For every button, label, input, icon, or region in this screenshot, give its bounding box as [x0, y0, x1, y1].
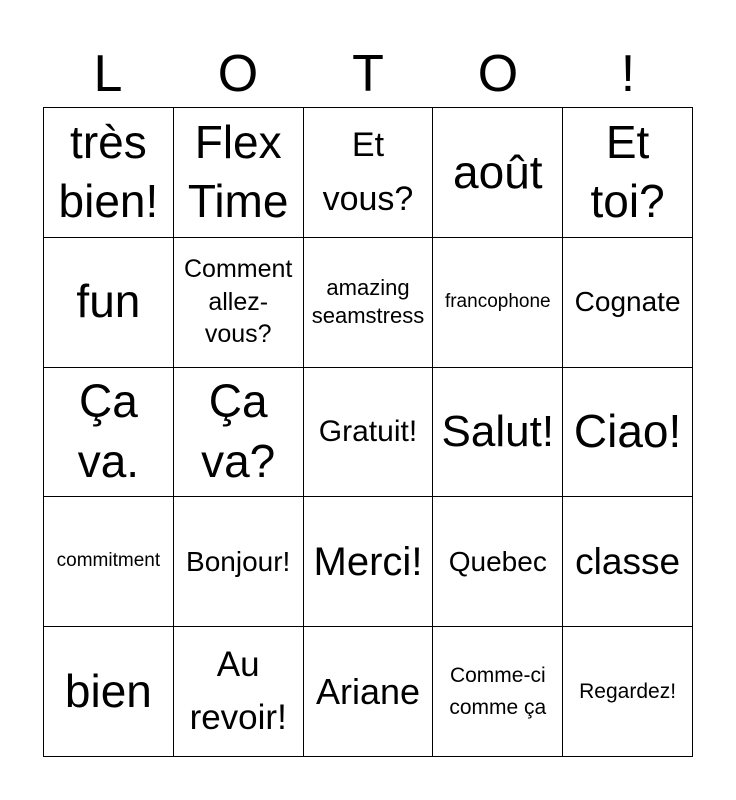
cell-label: Flex Time [187, 115, 289, 228]
bingo-cell [433, 368, 563, 498]
cell-label: classe [575, 540, 681, 582]
cell-label: Cognate [574, 286, 681, 318]
bingo-board [43, 107, 693, 757]
bingo-cell [563, 108, 693, 238]
title-letter-t: T [352, 45, 384, 103]
bingo-cell [563, 497, 693, 627]
cell-label: amazing seamstress [311, 274, 425, 329]
bingo-cell [44, 627, 174, 757]
cell-label: Merci! [313, 539, 423, 584]
bingo-cell [174, 368, 304, 498]
bingo-cell [44, 368, 174, 498]
bingo-cell [563, 368, 693, 498]
bingo-cell [44, 238, 174, 368]
bingo-cell [304, 238, 434, 368]
cell-label: très bien! [58, 115, 159, 228]
bingo-cell [433, 108, 563, 238]
cell-label: Regardez! [579, 679, 677, 703]
cell-label: Ciao! [573, 405, 682, 458]
cell-label: commitment [56, 550, 161, 572]
bingo-cell [433, 238, 563, 368]
cell-label: fun [76, 275, 141, 328]
cell-label: Ça va? [201, 375, 276, 487]
cell-label: francophone [444, 290, 551, 312]
cell-label: Bonjour! [186, 545, 291, 577]
bingo-cell [174, 108, 304, 238]
bingo-cell [433, 497, 563, 627]
title-letter-exclamation: ! [620, 45, 636, 103]
bingo-cell [304, 108, 434, 238]
cell-label: août [453, 145, 543, 198]
cell-label: Au revoir! [189, 645, 287, 737]
bingo-cell [304, 627, 434, 757]
cell-label: Et toi? [590, 115, 665, 228]
bingo-title [43, 40, 693, 108]
bingo-cell [304, 497, 434, 627]
bingo-cell [174, 238, 304, 368]
bingo-cell [304, 368, 434, 498]
title-letter-l: L [93, 45, 123, 103]
cell-label: Quebec [448, 545, 547, 577]
bingo-cell [174, 627, 304, 757]
cell-label: Et vous? [322, 126, 414, 219]
cell-label: bien [64, 664, 152, 717]
bingo-cell [174, 497, 304, 627]
cell-label: Ça va. [77, 375, 140, 487]
cell-label: Salut! [441, 407, 555, 457]
cell-label: Comment allez-vous? [184, 255, 293, 349]
cell-label: Ariane [315, 671, 421, 712]
cell-label: Comme-ci comme ça [449, 664, 547, 719]
bingo-cell [433, 627, 563, 757]
title-letter-o2: O [477, 45, 519, 103]
bingo-cell [563, 238, 693, 368]
cell-label: Gratuit! [318, 414, 418, 448]
bingo-cell [44, 497, 174, 627]
bingo-cell [44, 108, 174, 238]
title-letter-o: O [217, 45, 259, 103]
bingo-cell [563, 627, 693, 757]
